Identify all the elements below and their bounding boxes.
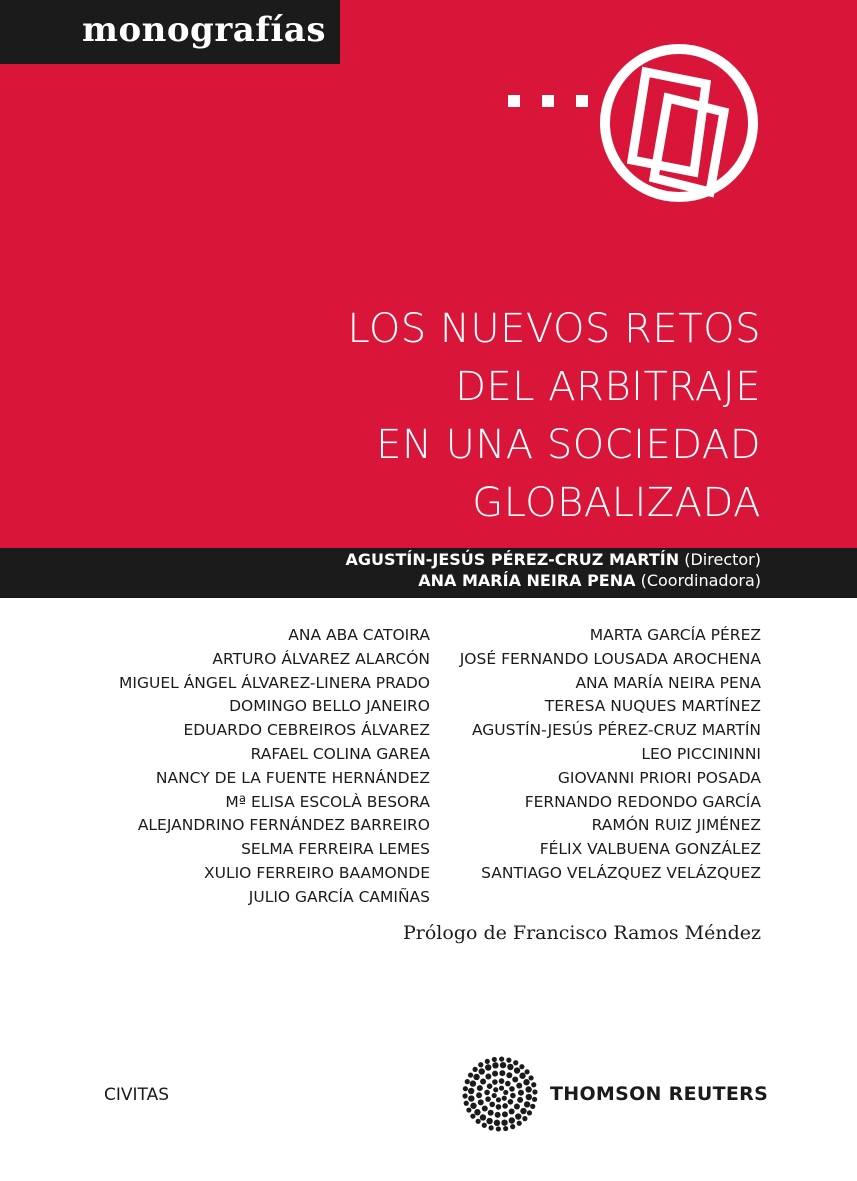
author-name: SANTIAGO VELÁZQUEZ VELÁZQUEZ <box>481 863 761 882</box>
author-name: AGUSTÍN-JESÚS PÉREZ-CRUZ MARTÍN <box>471 721 761 740</box>
author-name: XULIO FERREIRO BAAMONDE <box>204 863 430 882</box>
authors-list-left <box>119 624 430 910</box>
author-name: EDUARDO CEBREIROS ÁLVAREZ <box>183 721 430 740</box>
author-name: Mª ELISA ESCOLÀ BESORA <box>225 792 430 811</box>
author-name: TERESA NUQUES MARTÍNEZ <box>544 697 761 716</box>
author-name: MIGUEL ÁNGEL ÁLVAREZ-LINERA PRADO <box>119 673 430 692</box>
author-name: ALEJANDRINO FERNÁNDEZ BARREIRO <box>137 816 430 835</box>
book-title <box>201 300 761 532</box>
prologue-credit: Prólogo de Francisco Ramos Méndez <box>403 922 761 944</box>
title-line: GLOBALIZADA <box>472 480 761 526</box>
author-name: ANA MARÍA NEIRA PENA <box>575 673 761 692</box>
director-name: AGUSTÍN-JESÚS PÉREZ-CRUZ MARTÍN <box>345 550 680 569</box>
ellipsis-dots-icon <box>508 95 588 107</box>
director-line <box>61 550 761 569</box>
author-name: JOSÉ FERNANDO LOUSADA AROCHENA <box>459 649 761 668</box>
title-line: EN UNA SOCIEDAD <box>376 422 761 468</box>
overlapping-frames-circle-icon <box>596 40 762 206</box>
author-name: RAFAEL COLINA GAREA <box>250 744 430 763</box>
dot-sphere-icon <box>462 1056 538 1132</box>
title-line: DEL ARBITRAJE <box>455 364 761 410</box>
publisher-name: THOMSON REUTERS <box>550 1083 769 1105</box>
coordinator-name: ANA MARÍA NEIRA PENA <box>418 571 636 590</box>
director-role: (Director) <box>684 550 761 569</box>
authors-list-right <box>460 624 761 886</box>
author-name: RAMÓN RUIZ JIMÉNEZ <box>591 816 761 835</box>
author-name: SELMA FERREIRA LEMES <box>241 840 430 859</box>
author-name: MARTA GARCÍA PÉREZ <box>589 626 761 644</box>
author-name: GIOVANNI PRIORI POSADA <box>557 768 761 787</box>
author-name: FERNANDO REDONDO GARCÍA <box>524 792 761 811</box>
author-name: ANA ABA CATOIRA <box>288 626 430 644</box>
author-name: JULIO GARCÍA CAMIÑAS <box>248 887 430 906</box>
author-name: ARTURO ÁLVAREZ ALARCÓN <box>212 649 430 668</box>
author-name: NANCY DE LA FUENTE HERNÁNDEZ <box>155 768 430 787</box>
author-name: DOMINGO BELLO JANEIRO <box>229 697 430 716</box>
coordinator-line <box>61 571 761 590</box>
author-name: LEO PICCININNI <box>641 744 761 763</box>
series-tab <box>0 0 340 64</box>
author-name: FÉLIX VALBUENA GONZÁLEZ <box>539 840 761 859</box>
title-line: LOS NUEVOS RETOS <box>347 306 761 352</box>
series-label: monografías <box>82 10 326 50</box>
imprint-label: CIVITAS <box>104 1085 170 1105</box>
coordinator-role: (Coordinadora) <box>640 571 761 590</box>
